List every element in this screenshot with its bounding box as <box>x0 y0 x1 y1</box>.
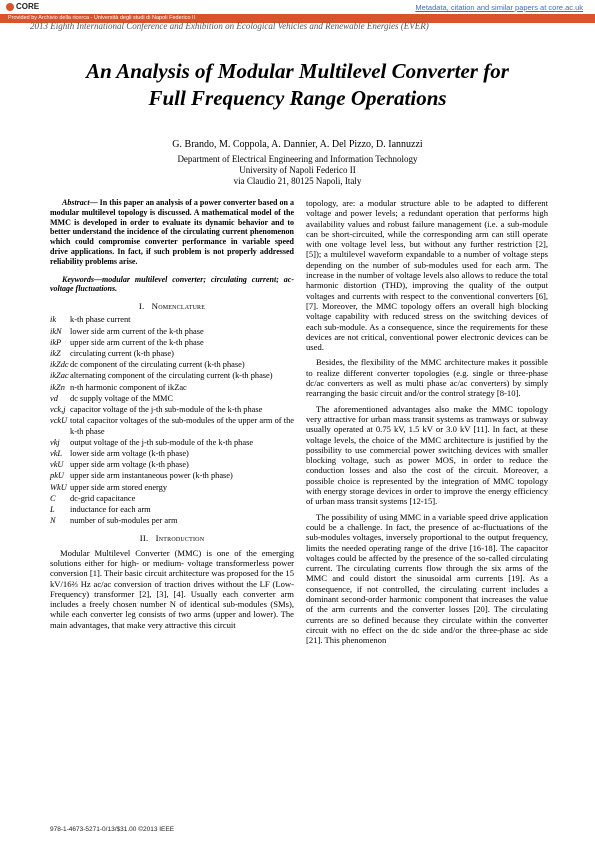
abstract <box>50 198 294 267</box>
nomenclature-description: n-th harmonic component of ikZac <box>70 382 187 392</box>
core-logo-icon <box>6 3 14 11</box>
nomenclature-symbol: ikZac <box>50 371 69 381</box>
left-column <box>50 198 294 635</box>
core-logo[interactable] <box>6 2 39 11</box>
intro-paragraph-3: Besides, the flexibility of the MMC architecture makes it possible to realize different converter topologies (e.g. single or three-phase dc/ac converters as well as multi phase ac/ac converters) by simply rearranging the basic circuit and/or the control strategy [8-10]. <box>306 357 548 399</box>
nomenclature-symbol: ikZ <box>50 349 61 359</box>
nomenclature-item <box>50 505 294 515</box>
core-logo-text: CORE <box>16 2 40 11</box>
section-title: Nomenclature <box>151 301 206 312</box>
section-number: I. <box>138 301 145 312</box>
intro-paragraph-1: Modular Multilevel Converter (MMC) is one of the emerging solutions either for high- or medium- voltage transformerless power conversion [1]. Their basic circuit architecture was proposed for the 15 kV/16⅔ Hz ac/ac conversion of traction drives without the LF (Low-Frequency) transformer [2], [3], [4]. Usually each converter arm includes a freely chosen number N of identical sub-modules (SMs), while each converter leg consists of two arms (upper and lower). The main advantages, that make very attractive this circuit <box>50 547 294 630</box>
provided-by-text: Provided by Archivio della ricerca - Università degli studi di Napoli Federico II <box>8 15 196 21</box>
core-metadata-link[interactable]: Metadata, citation and similar papers at core.ac.uk <box>415 3 583 12</box>
nomenclature-symbol: vck,j <box>50 405 66 415</box>
abstract-text: — In this paper an analysis of a power converter based on a modular multilevel topology is discussed. A mathematical model of the MMC is developed in order to evaluate its dynamic behavior and to better understand the incidence of the circulating current phenomenon which could compromise converter performance in variable speed drive applications. In fact, if such problem is not properly addressed reliability problems arise. <box>50 198 294 266</box>
nomenclature-item <box>50 315 294 325</box>
nomenclature-item <box>50 516 294 526</box>
nomenclature-description: lower side arm voltage (k-th phase) <box>70 448 189 458</box>
abstract-label: Abstract <box>62 198 90 207</box>
nomenclature-symbol: ikZn <box>50 382 65 392</box>
section-heading-introduction <box>50 533 294 543</box>
nomenclature-description: dc supply voltage of the MMC <box>70 393 174 403</box>
nomenclature-item <box>50 360 294 370</box>
nomenclature-symbol: L <box>50 504 55 514</box>
nomenclature-description: number of sub-modules per arm <box>70 516 178 526</box>
affiliation-address: via Claudio 21, 80125 Napoli, Italy <box>233 176 362 186</box>
nomenclature-item <box>50 494 294 504</box>
copyright-footer: 978-1-4673-5271-0/13/$31.00 ©2013 IEEE <box>50 826 175 833</box>
nomenclature-symbol: ikP <box>50 337 62 347</box>
right-column <box>306 198 548 650</box>
nomenclature-description: upper side arm stored energy <box>70 482 168 492</box>
authors: G. Brando, M. Coppola, A. Dannier, A. Del Pizzo, D. Iannuzzi <box>172 139 423 150</box>
nomenclature-item <box>50 460 294 470</box>
intro-paragraph-5: The possibility of using MMC in a variable speed drive application could be a challenge. In fact, the presence of ac-fluctuations of the sub-modules voltages, inversely proportional to the output frequency, limits the needed operating range of the drive [16-18]. The capacitor voltages could be affected by the presence of the so-called circulating current. The circulating currents flow through the six arms of the MMC and could distort the sinusoidal arm currents [19]. As a consequence, if not controlled, the circulating current includes a dominant second-order harmonic component that increases the value of the arm currents and the converter losses [20]. The circulating currents are so defined because they circulate within the converter circuit with no effect on the dc side and/or the three-phase ac side [21]. This phenomenon <box>306 511 548 646</box>
nomenclature-symbol: ikN <box>50 326 62 336</box>
nomenclature-symbol: pkU <box>50 471 64 481</box>
paper-title-line-1: An Analysis of Modular Multilevel Converter for <box>86 59 509 83</box>
nomenclature-description: output voltage of the j-th sub-module of the k-th phase <box>70 437 254 447</box>
nomenclature-description: lower side arm current of the k-th phase <box>70 326 204 336</box>
nomenclature-item <box>50 449 294 459</box>
nomenclature-item <box>50 416 294 436</box>
nomenclature-description: inductance for each arm <box>70 504 151 514</box>
conference-header: 2013 Eighth International Conference and Exhibition on Ecological Vehicles and Renewable Energies (EVER) <box>30 21 429 31</box>
nomenclature-item <box>50 471 294 481</box>
nomenclature-symbol: N <box>50 516 56 526</box>
nomenclature-symbol: vkL <box>50 448 63 458</box>
core-banner <box>0 0 595 14</box>
nomenclature-item <box>50 349 294 359</box>
nomenclature-description: capacitor voltage of the j-th sub-module of the k-th phase <box>70 405 263 415</box>
nomenclature-description: dc component of the circulating current (k-th phase) <box>70 360 245 370</box>
nomenclature-description: k-th phase current <box>70 315 131 325</box>
keywords: Keywords—modular multilevel converter; circulating current; ac-voltage fluctuations. <box>50 274 294 294</box>
nomenclature-description: upper side arm instantaneous power (k-th phase) <box>70 471 233 481</box>
nomenclature-item <box>50 383 294 393</box>
nomenclature-item <box>50 371 294 381</box>
nomenclature-list <box>50 315 294 526</box>
nomenclature-symbol: vkU <box>50 460 64 470</box>
nomenclature-description: upper side arm voltage (k-th phase) <box>70 460 189 470</box>
nomenclature-item <box>50 483 294 493</box>
nomenclature-item <box>50 405 294 415</box>
nomenclature-symbol: WkU <box>50 482 67 492</box>
intro-paragraph-4: The aforementioned advantages also make the MMC topology very attractive for urban mass transit systems as tramways or subway usually operated at 0.75 kV, 1.5 kV or 3.0 kV [11]. In fact, at these voltage levels, the choice of the MMC architecture is justified by the possibility to use commercial power switching devices with smaller blocking voltage, such as power MOS, in order to reduce the conduction losses and also the cost of the circuit. Moreover, a possible choice is represented by the integration of MMC topology with energy storage devices in order to improve the energy efficiency of urban mass transit systems [12-15]. <box>306 403 548 507</box>
nomenclature-item <box>50 327 294 337</box>
nomenclature-description: circulating current (k-th phase) <box>70 349 174 359</box>
nomenclature-description: upper side arm current of the k-th phase <box>70 337 204 347</box>
nomenclature-symbol: vckU <box>50 416 68 426</box>
affiliation-university: University of Napoli Federico II <box>239 165 356 175</box>
nomenclature-description: total capacitor voltages of the sub-modules of the upper arm of the k-th phase <box>70 416 294 436</box>
intro-paragraph-2: topology, are: a modular structure able to be adapted to different voltage and power levels; a redundant operation that performs high availability values and robust failure management (i.e. a sub-module can be short-circuited, while the corresponding arm can still operate with one voltage level less, but without any further restriction [2], [5]); a multilevel waveform expandable to a number of voltage steps depending on the number of sub-modules used for each arm. The increase in the number of voltage levels also allows to reduce the total harmonic distortion (THD), improving the quality of the output voltages and currents with respect to the conventional converters [6], [7]. Moreover, the MMC topology offers an overall high blocking voltage capability with reduced stress on the switching devices of each sub-module. As a consequence, since the requirements for these devices are not critical, conventional power electronic devices can be used. <box>306 198 548 353</box>
nomenclature-symbol: ik <box>50 315 57 325</box>
nomenclature-symbol: C <box>50 493 56 503</box>
nomenclature-description: dc-grid capacitance <box>70 493 136 503</box>
nomenclature-symbol: ikZdc <box>50 360 69 370</box>
affiliation-department: Department of Electrical Engineering and Information Technology <box>177 154 418 164</box>
nomenclature-symbol: vd <box>50 393 58 403</box>
nomenclature-item <box>50 338 294 348</box>
paper-title-line-2: Full Frequency Range Operations <box>148 86 447 110</box>
nomenclature-description: alternating component of the circulating current (k-th phase) <box>70 371 273 381</box>
nomenclature-symbol: vkj <box>50 437 60 447</box>
section-title: Introduction <box>155 533 205 544</box>
section-heading-nomenclature <box>50 301 294 311</box>
nomenclature-item <box>50 438 294 448</box>
section-number: II. <box>139 533 149 544</box>
nomenclature-item <box>50 394 294 404</box>
